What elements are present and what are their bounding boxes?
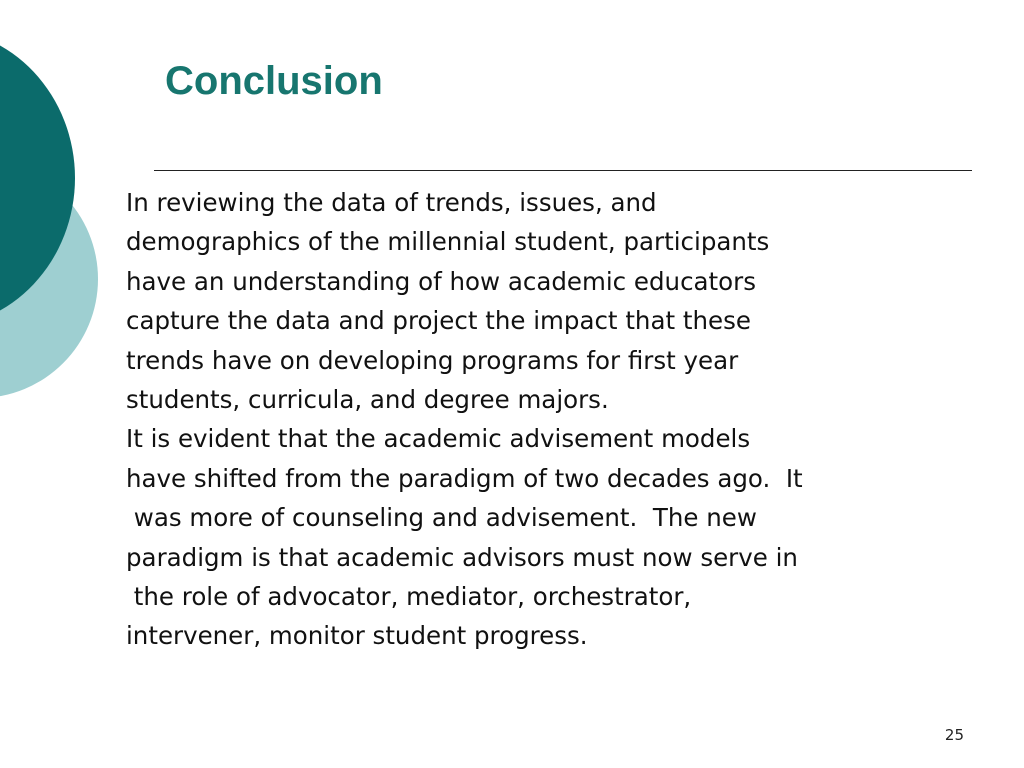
body-line: paradigm is that academic advisors must now serve in — [126, 542, 798, 572]
body-line: have an understanding of how academic educators — [126, 266, 756, 296]
slide-title: Conclusion — [165, 59, 383, 103]
body-line: students, curricula, and degree majors. — [126, 385, 609, 415]
body-line: capture the data and project the impact that these — [126, 306, 751, 336]
body-line: was more of counseling and advisement. The new — [126, 503, 757, 533]
body-line: In reviewing the data of trends, issues, and — [126, 188, 657, 217]
body-line: intervener, monitor student progress. — [126, 621, 588, 651]
page-number: 25 — [944, 726, 964, 744]
body-line: trends have on developing programs for first year — [126, 345, 739, 375]
body-line: It is evident that the academic advisement models — [126, 424, 751, 454]
title-divider — [154, 170, 972, 171]
body-line: demographics of the millennial student, participants — [126, 227, 770, 257]
slide-body — [126, 183, 1006, 656]
body-line: the role of advocator, mediator, orchestrator, — [126, 582, 692, 612]
body-line: have shifted from the paradigm of two decades ago. It — [126, 463, 803, 493]
